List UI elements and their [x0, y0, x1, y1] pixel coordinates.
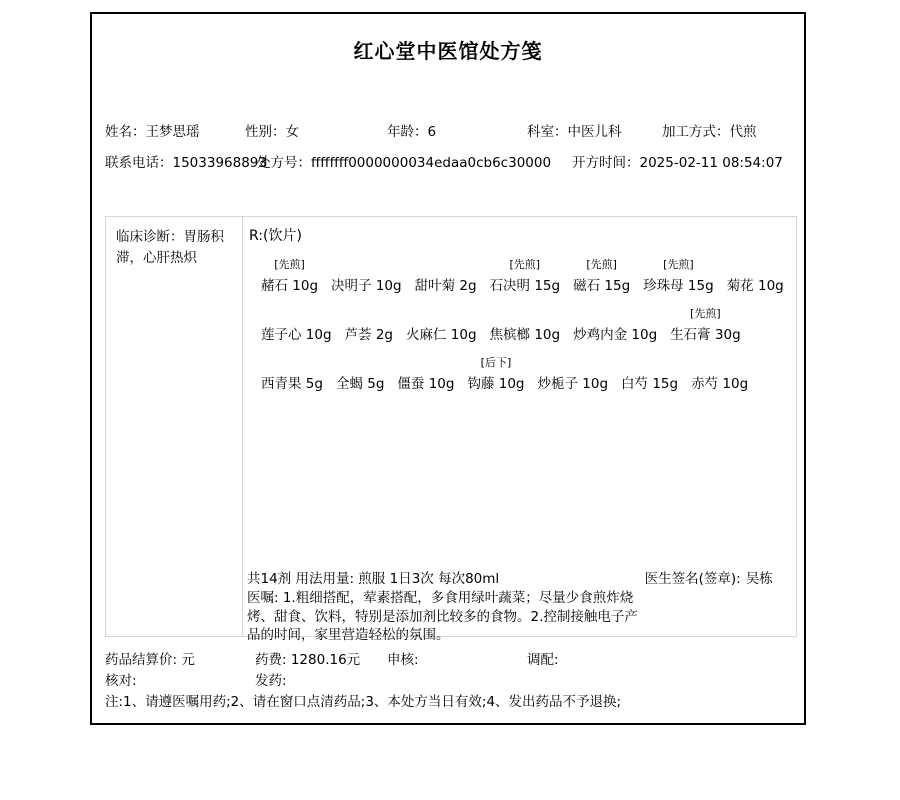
- contact-info-row: [105, 151, 794, 171]
- contact-field: 处方号：ffffffff0000000034edaa0cb6c30000: [257, 155, 552, 171]
- patient-field: 科室：中医儿科: [527, 124, 622, 140]
- herb-decoction-tag: [406, 307, 477, 320]
- herb-item: [406, 307, 477, 343]
- herb-decoction-tag: [先煎]: [509, 258, 541, 271]
- footer-section: [105, 650, 794, 713]
- herb-item: [331, 258, 402, 294]
- fee-field: 药费: 1280.16元: [255, 652, 361, 668]
- herb-row: [249, 356, 797, 392]
- herb-decoction-tag: [336, 356, 384, 369]
- herb-name-dose: 芦荟 2g: [344, 327, 393, 343]
- herb-decoction-tag: [261, 307, 332, 320]
- herb-decoction-tag: [691, 356, 748, 369]
- page-title: 红心堂中医馆处方笺: [353, 39, 543, 63]
- herb-decoction-tag: [397, 356, 454, 369]
- herb-name-dose: 白芍 15g: [621, 376, 679, 392]
- herb-decoction-tag: [621, 356, 678, 369]
- herb-name-dose: 珍珠母 15g: [643, 278, 714, 294]
- herb-decoction-tag: [261, 356, 323, 369]
- patient-info-row: [105, 120, 794, 140]
- herb-item: [261, 356, 323, 392]
- herb-decoction-tag: [先煎]: [663, 258, 694, 271]
- fee-field: 申核:: [387, 652, 419, 668]
- herb-name-dose: 生石膏 30g: [670, 327, 741, 343]
- fee-field: 药品结算价: 元: [105, 652, 195, 668]
- herb-decoction-tag: [538, 356, 609, 369]
- dosage-usage-text: 共14剂 用法用量: 煎服 1日3次 每次80ml: [247, 571, 500, 587]
- doctor-advice: 医嘱: 1.粗细搭配，荤素搭配，多食用绿叶蔬菜；尽量少食煎炸烧烤、甜食、饮料，特别是添加剂比较多的食物。2.控制接触电子产品的时间，家里营造轻松的氛围。: [247, 590, 638, 643]
- herb-item: [727, 258, 784, 294]
- footer-note: 注:1、请遵医嘱用药;2、请在窗口点清药品;3、本处方当日有效;4、发出药品不予退换;: [105, 694, 622, 710]
- rx-bottom-block: [247, 567, 791, 645]
- herb-item: [336, 356, 384, 392]
- usage-line: [247, 567, 791, 587]
- prescription-page: [90, 12, 806, 725]
- herb-name-dose: 西青果 5g: [261, 376, 323, 392]
- prescription-box: [105, 216, 797, 643]
- herb-rows: [249, 258, 797, 392]
- herb-item: [621, 356, 678, 392]
- herb-name-dose: 甜叶菊 2g: [414, 278, 477, 294]
- fee-field: 核对:: [105, 673, 137, 689]
- herb-item: [261, 258, 318, 294]
- herb-item: [345, 307, 393, 343]
- herb-name-dose: 赤芍 10g: [691, 376, 749, 392]
- herb-name-dose: 菊花 10g: [726, 278, 784, 294]
- contact-field: 联系电话：15033968893: [105, 155, 267, 171]
- herb-item: [467, 356, 524, 392]
- patient-field: 加工方式：代煎: [662, 124, 757, 140]
- herb-item: [691, 356, 748, 392]
- herb-name-dose: 决明子 10g: [331, 278, 402, 294]
- patient-field: 性别：女: [245, 124, 299, 140]
- fee-field: 发药:: [255, 673, 287, 689]
- herb-decoction-tag: [415, 258, 477, 271]
- fee-field: 调配:: [527, 652, 559, 668]
- patient-field: 姓名：王梦思瑶: [105, 124, 200, 140]
- herb-name-dose: 钩藤 10g: [467, 376, 525, 392]
- herb-name-dose: 僵蚕 10g: [397, 376, 455, 392]
- doctor-name: 吴栋: [745, 571, 773, 587]
- herb-decoction-tag: [345, 307, 393, 320]
- herb-name-dose: 石决明 15g: [489, 278, 561, 294]
- herb-decoction-tag: [先煎]: [690, 307, 721, 320]
- herb-name-dose: 莲子心 10g: [261, 327, 332, 343]
- herb-item: [397, 356, 454, 392]
- herb-item: [490, 258, 561, 294]
- herb-item: [670, 307, 741, 343]
- herb-item: [538, 356, 609, 392]
- herb-decoction-tag: [573, 307, 657, 320]
- herb-name-dose: 火麻仁 10g: [406, 327, 477, 343]
- rx-header: R:(饮片): [249, 228, 302, 244]
- herb-item: [261, 307, 332, 343]
- fee-grid: [105, 650, 794, 692]
- herb-item: [490, 307, 561, 343]
- herb-item: [573, 307, 657, 343]
- herb-name-dose: 炒栀子 10g: [537, 376, 609, 392]
- herb-decoction-tag: [先煎]: [274, 258, 305, 271]
- herb-name-dose: 全蝎 5g: [335, 376, 385, 392]
- rx-cell: [243, 217, 797, 643]
- patient-field: 年龄：6: [387, 124, 437, 140]
- herb-name-dose: 焦槟榔 10g: [489, 327, 561, 343]
- herb-decoction-tag: [727, 258, 784, 271]
- herb-name-dose: 赭石 10g: [261, 278, 319, 294]
- doctor-signature-label: 医生签名(签章):: [644, 571, 741, 587]
- herb-decoction-tag: [先煎]: [586, 258, 617, 271]
- doctor-signature: [645, 567, 773, 587]
- herb-row: [249, 307, 797, 343]
- herb-decoction-tag: [331, 258, 402, 271]
- contact-field: 开方时间：2025-02-11 08:54:07: [572, 155, 783, 171]
- herb-item: [573, 258, 630, 294]
- herb-name-dose: 磁石 15g: [573, 278, 631, 294]
- herb-item: [643, 258, 714, 294]
- herb-name-dose: 炒鸡内金 10g: [573, 327, 658, 343]
- herb-row: [249, 258, 797, 294]
- herb-decoction-tag: [后下]: [480, 356, 512, 369]
- herb-item: [415, 258, 477, 294]
- diagnosis-cell: 临床诊断：胃肠积滞，心肝热炽: [106, 217, 243, 636]
- herb-decoction-tag: [490, 307, 561, 320]
